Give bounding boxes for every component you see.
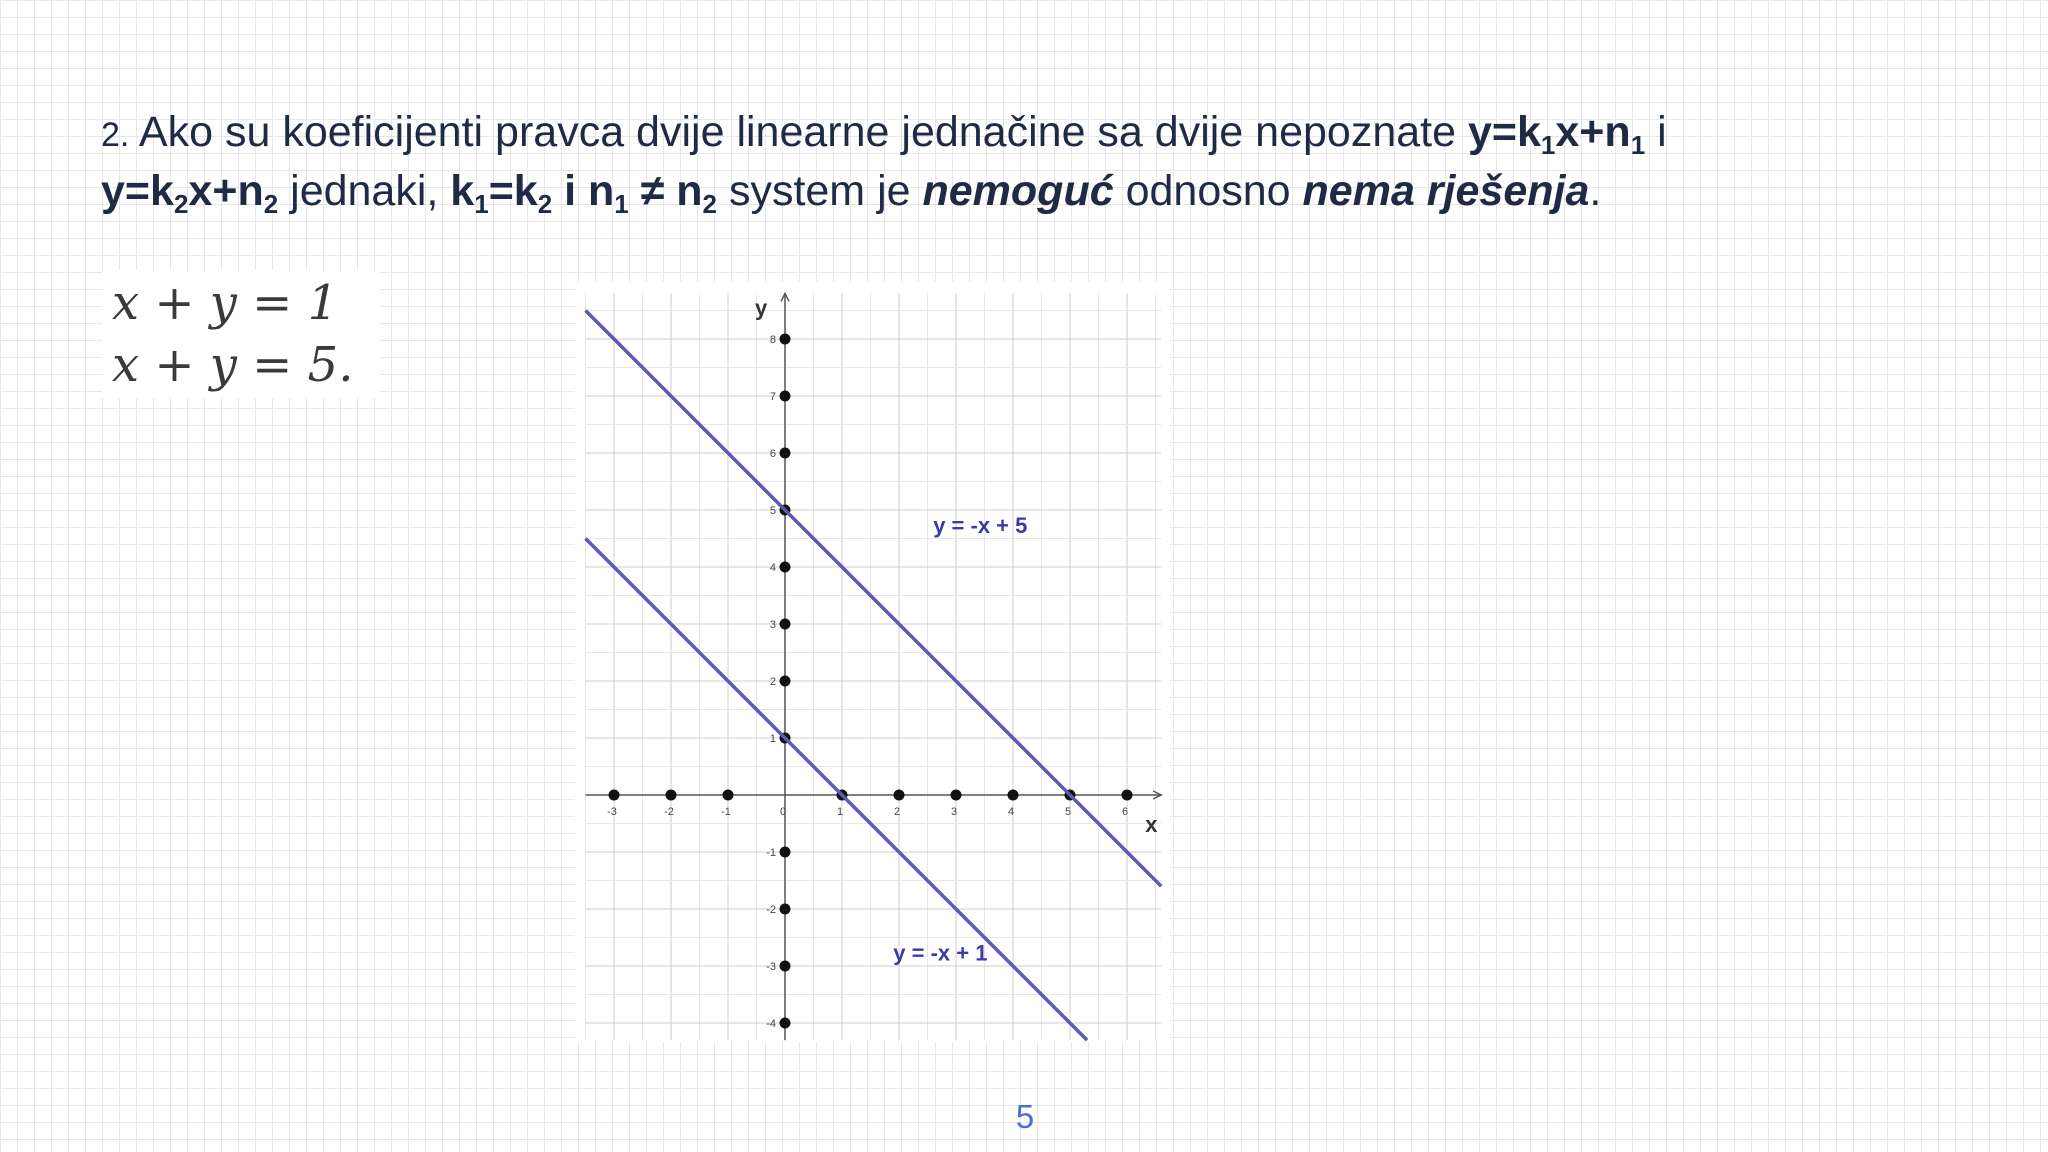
x-tick-dot: [951, 790, 962, 801]
x-tick-dot: [894, 790, 905, 801]
problem-statement: [101, 104, 1961, 219]
y-tick-label: -2: [766, 904, 776, 916]
x-tick-dot: [1008, 790, 1019, 801]
system-equation-2: x + y = 5.: [112, 337, 354, 393]
graph-panel: [575, 282, 1170, 1042]
coordinate-graph: [575, 282, 1170, 1042]
y-tick-dot: [780, 847, 791, 858]
y-tick-label: -1: [766, 847, 776, 859]
series-label-1: y = -x + 5: [933, 512, 1028, 538]
y-tick-dot: [780, 619, 791, 630]
equation-2: $y=k_2x+n_2$: [101, 167, 279, 219]
x-tick-label: 4: [1007, 806, 1015, 818]
x-axis-label: x: [1145, 812, 1158, 837]
x-tick-dot: [1122, 790, 1133, 801]
y-tick-dot: [780, 562, 791, 573]
y-tick-label: 7: [769, 391, 776, 403]
statement-line-1: [101, 104, 1961, 163]
y-axis-label: y: [755, 295, 768, 321]
equation-1: $y=k_1x+n_1$: [1467, 108, 1646, 160]
text-odnosno: odnosno: [1113, 167, 1303, 215]
x-tick-label: 0: [779, 806, 787, 818]
y-tick-label: 1: [769, 733, 776, 745]
x-tick-label: 2: [893, 806, 901, 818]
x-tick-dot: [666, 790, 677, 801]
item-number: 2.: [101, 116, 130, 154]
x-tick-dot: [609, 790, 620, 801]
series-label-2: y = -x + 1: [893, 940, 988, 966]
x-tick-label: -1: [721, 806, 731, 818]
y-tick-dot: [780, 334, 791, 345]
y-tick-dot: [780, 961, 791, 972]
y-tick-label: 3: [769, 619, 776, 631]
text-system: system je: [717, 167, 923, 215]
text-jednaki: jednaki,: [278, 167, 451, 215]
y-tick-dot: [780, 904, 791, 915]
y-tick-label: -3: [766, 961, 776, 973]
condition: $k_1=k_2$ i $n_1 \ne n_2$: [450, 167, 717, 219]
y-tick-dot: [780, 676, 791, 687]
x-tick-label: -3: [607, 806, 617, 818]
x-tick-dot: [723, 790, 734, 801]
y-tick-label: 8: [769, 334, 776, 346]
statement-text: Ako su koeficijenti pravca dvije linearne jednačine sa dvije nepoznate: [129, 108, 1468, 156]
x-tick-label: 1: [836, 806, 844, 818]
x-tick-label: 5: [1064, 806, 1072, 818]
y-tick-label: 4: [769, 562, 776, 574]
equation-system: [102, 270, 380, 398]
x-tick-label: 3: [950, 806, 958, 818]
line-series-2: [586, 539, 1088, 1041]
page-number: 5: [1015, 1098, 1035, 1135]
y-tick-dot: [780, 448, 791, 459]
x-tick-label: 6: [1121, 806, 1129, 818]
statement-line-2: $y=k_2x+n_2$ jednaki, $k_1=k_2$ i $n_1 \ne n_2$ system je nemoguć odnosno nema rješenja.: [101, 167, 1602, 219]
x-tick-label: -2: [664, 806, 674, 818]
y-tick-label: 5: [769, 505, 776, 517]
y-tick-dot: [780, 1018, 791, 1029]
system-equation-1: x + y = 1: [112, 275, 339, 331]
word-nemoguc: nemoguć: [922, 167, 1114, 215]
y-tick-label: 2: [769, 676, 776, 688]
y-tick-dot: [780, 391, 791, 402]
y-tick-label: -4: [766, 1018, 776, 1030]
word-nema-rjesenja: nema rješenja: [1302, 167, 1590, 215]
y-tick-label: 6: [769, 448, 776, 460]
conjunction-i: i: [1645, 108, 1667, 156]
